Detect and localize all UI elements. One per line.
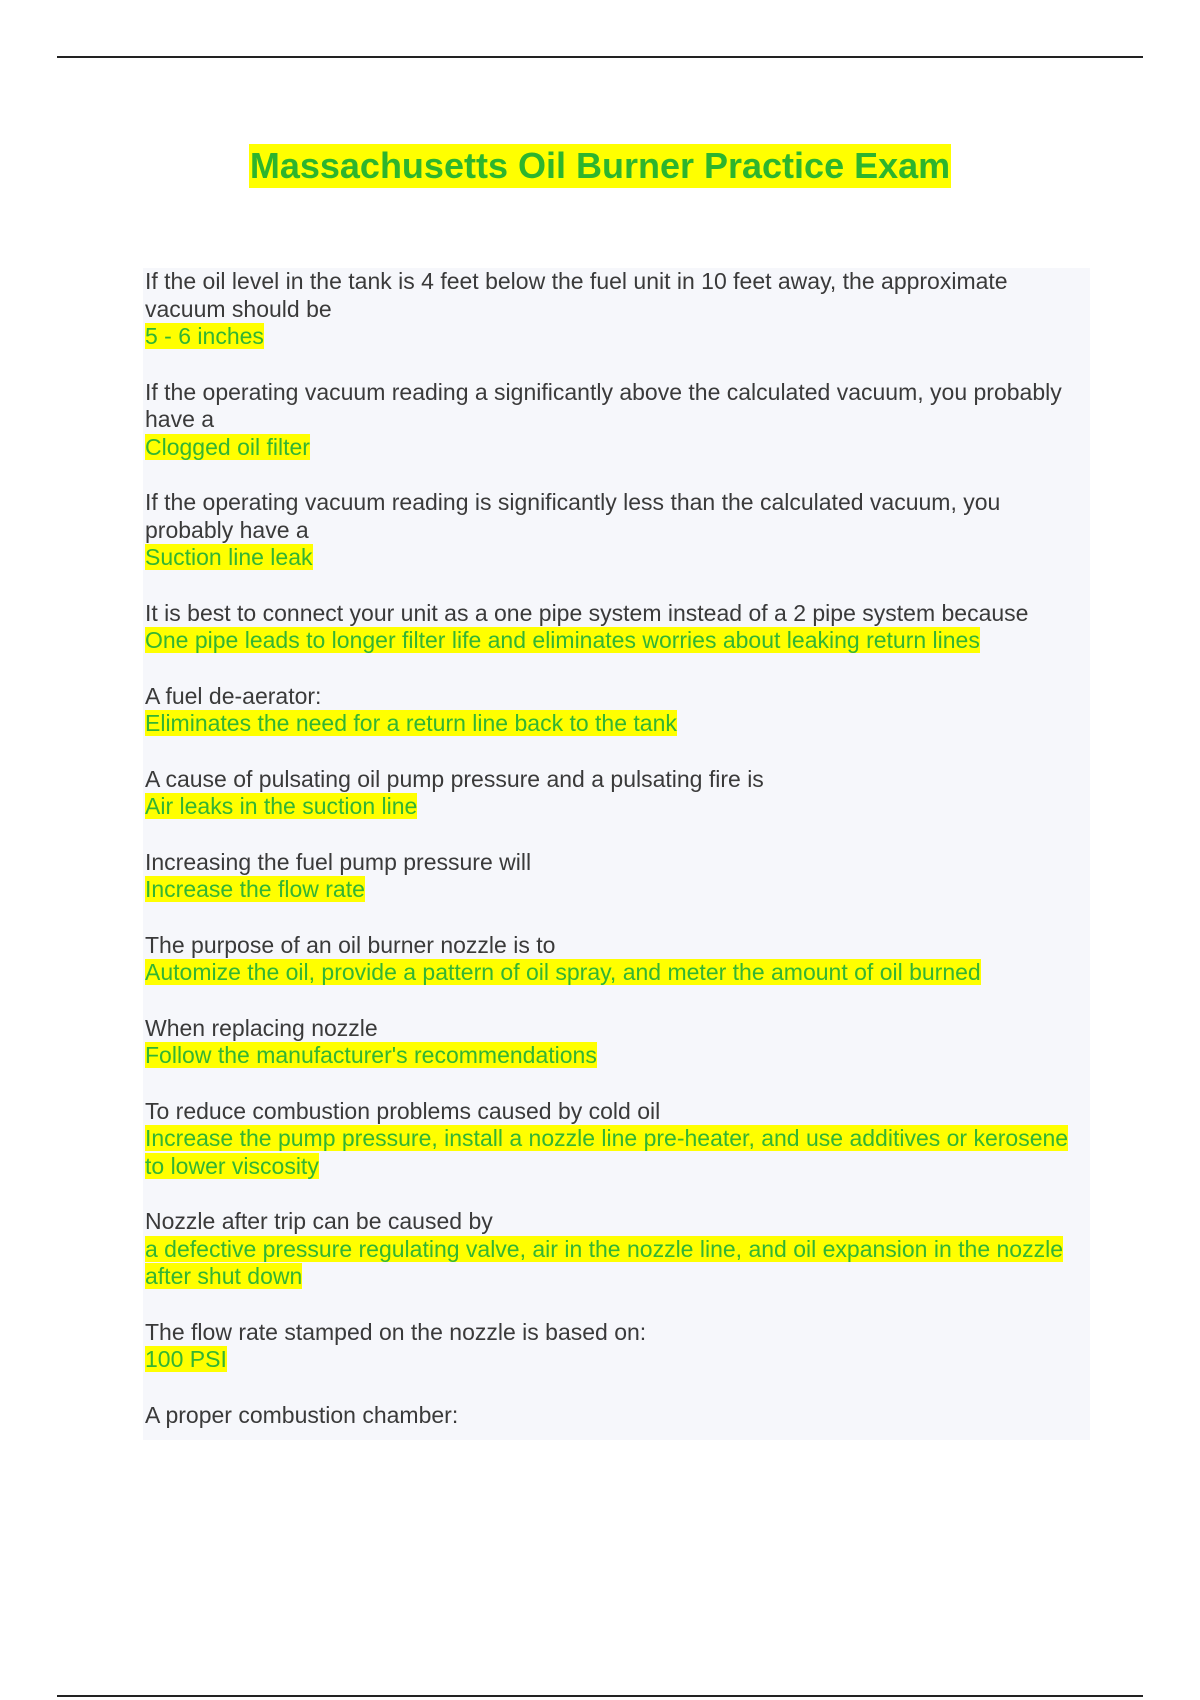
question-text: A fuel de-aerator: (145, 682, 322, 709)
question-text: If the operating vacuum reading a significantly above the calculated vacuum, you probably have a (145, 378, 1062, 432)
answer-highlight: Clogged oil filter (145, 433, 310, 460)
answer-text (145, 544, 1090, 572)
answer-text (145, 876, 1090, 904)
answer-text (145, 959, 1090, 987)
answer-highlight: Increase the flow rate (145, 876, 365, 902)
answer-text (145, 710, 1090, 738)
document-title: Massachusetts Oil Burner Practice Exam (249, 145, 951, 186)
answer-highlight: Eliminates the need for a return line back to the tank (145, 710, 677, 736)
question-text: When replacing nozzle (145, 1014, 378, 1041)
answer-text (145, 323, 1090, 351)
qa-item-9 (145, 1015, 1090, 1070)
answer-highlight: Automize the oil, provide a pattern of oil spray, and meter the amount of oil burned (145, 959, 981, 985)
qa-item-7 (145, 849, 1090, 904)
question-text: If the oil level in the tank is 4 feet below the fuel unit in 10 feet away, the approximate vacuum should be (145, 268, 1008, 322)
title-container (0, 144, 1200, 188)
answer-highlight: 5 - 6 inches (145, 323, 264, 349)
answer-text (145, 434, 1090, 462)
qa-panel (143, 268, 1090, 1440)
qa-item-4 (145, 600, 1090, 655)
answer-text (145, 627, 1090, 655)
question-text: Increasing the fuel pump pressure will (145, 848, 532, 875)
qa-item-13 (145, 1402, 1090, 1430)
qa-item-6 (145, 766, 1090, 821)
question-text: A cause of pulsating oil pump pressure and a pulsating fire is (145, 765, 764, 792)
answer-text (145, 793, 1090, 821)
qa-item-8 (145, 932, 1090, 987)
answer-highlight: a defective pressure regulating valve, air in the nozzle line, and oil expansion in the nozzle after shut down (145, 1235, 1064, 1289)
answer-highlight: Increase the pump pressure, install a nozzle line pre-heater, and use additives or kerosene to lower viscosity (145, 1125, 1069, 1179)
answer-highlight: Suction line leak (145, 544, 313, 570)
top-rule (57, 56, 1143, 58)
qa-item-3 (145, 489, 1090, 572)
answer-text (145, 1346, 1090, 1374)
qa-item-5 (145, 683, 1090, 738)
bottom-rule (57, 1695, 1143, 1697)
question-text: Nozzle after trip can be caused by (145, 1208, 493, 1234)
question-text: The flow rate stamped on the nozzle is based on: (145, 1318, 647, 1345)
answer-text (145, 1042, 1090, 1070)
qa-item-1 (145, 268, 1090, 351)
answer-highlight: Air leaks in the suction line (145, 793, 418, 819)
question-text: The purpose of an oil burner nozzle is to (145, 931, 556, 958)
answer-text (145, 1236, 1090, 1291)
question-text: It is best to connect your unit as a one pipe system instead of a 2 pipe system because (145, 599, 1029, 626)
question-text: To reduce combustion problems caused by cold oil (145, 1097, 661, 1124)
question-text: If the operating vacuum reading is significantly less than the calculated vacuum, you probably have a (145, 489, 1001, 543)
qa-item-2 (145, 379, 1090, 462)
qa-item-10 (145, 1098, 1090, 1181)
question-text: A proper combustion chamber: (145, 1401, 459, 1428)
qa-item-11 (145, 1208, 1090, 1291)
qa-item-12 (145, 1319, 1090, 1374)
answer-text (145, 1125, 1090, 1180)
answer-highlight: 100 PSI (145, 1346, 227, 1372)
answer-highlight: Follow the manufacturer's recommendations (145, 1042, 597, 1068)
answer-highlight: One pipe leads to longer filter life and eliminates worries about leaking return lines (145, 627, 980, 653)
